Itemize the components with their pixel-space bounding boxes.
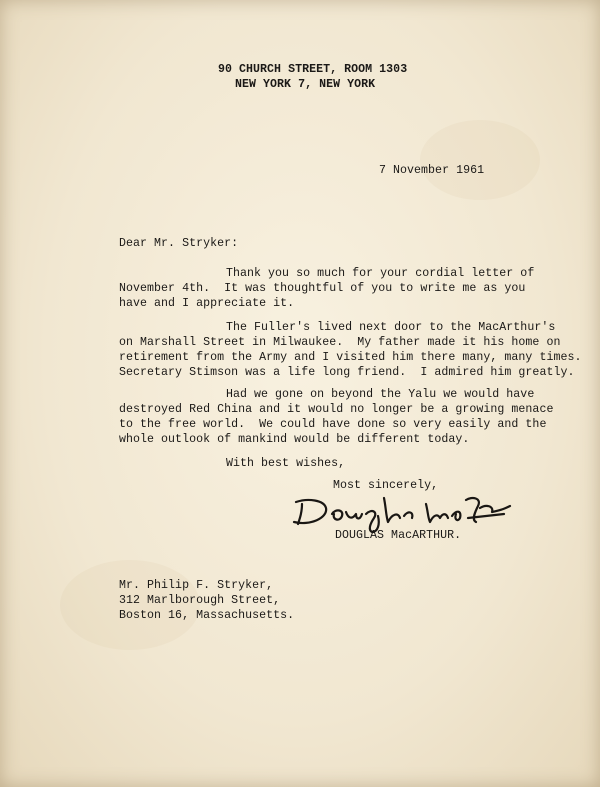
closing-wishes: With best wishes, xyxy=(226,457,346,470)
paragraph-line: to the free world. We could have done so very easily and the xyxy=(119,418,547,431)
letter-date: 7 November 1961 xyxy=(379,164,485,177)
paragraph-line: destroyed Red China and it would no longer be a growing menace xyxy=(119,403,554,416)
paragraph-line: have and I appreciate it. xyxy=(119,297,295,310)
letterhead-address-line2: NEW YORK 7, NEW YORK xyxy=(235,78,376,91)
paragraph-line: on Marshall Street in Milwaukee. My father made it his home on xyxy=(119,336,561,349)
paper-stain xyxy=(420,120,540,200)
paragraph-line: Thank you so much for your cordial letter of xyxy=(226,267,535,280)
paragraph-line: whole outlook of mankind would be different today. xyxy=(119,433,470,446)
letterhead-address-line1: 90 CHURCH STREET, ROOM 1303 xyxy=(218,63,408,76)
paragraph-line: retirement from the Army and I visited him there many, many times. xyxy=(119,351,582,364)
paragraph-line: Had we gone on beyond the Yalu we would have xyxy=(226,388,535,401)
paragraph-line: The Fuller's lived next door to the MacArthur's xyxy=(226,321,556,334)
recipient-name: Mr. Philip F. Stryker, xyxy=(119,579,274,592)
salutation: Dear Mr. Stryker: xyxy=(119,237,239,250)
closing: Most sincerely, xyxy=(333,479,439,492)
paragraph-line: November 4th. It was thoughtful of you to write me as you xyxy=(119,282,526,295)
recipient-street: 312 Marlborough Street, xyxy=(119,594,281,607)
paragraph-line: Secretary Stimson was a life long friend. I admired him greatly. xyxy=(119,366,575,379)
signer-name: DOUGLAS MacARTHUR. xyxy=(335,529,462,542)
recipient-city: Boston 16, Massachusetts. xyxy=(119,609,295,622)
